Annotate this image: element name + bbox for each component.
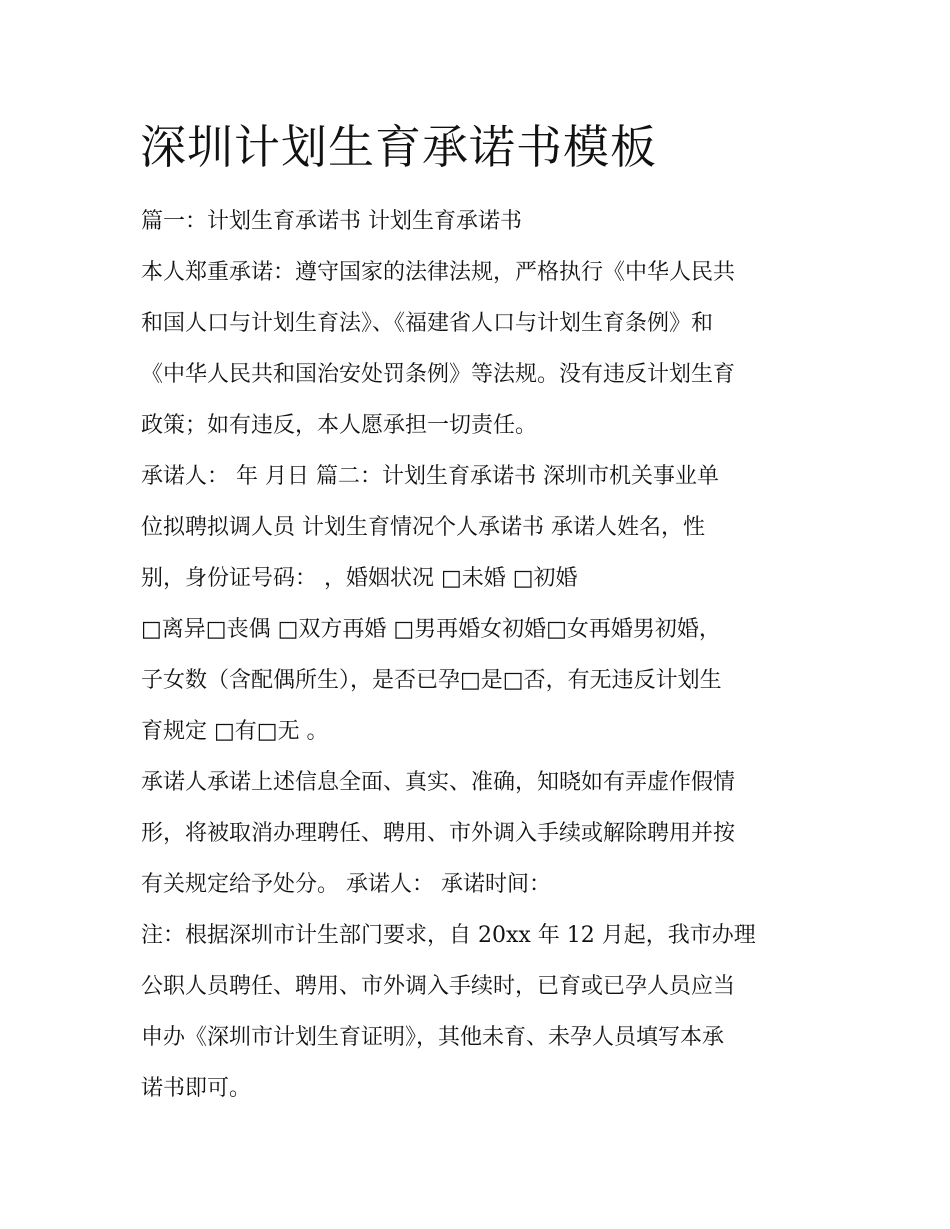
text-line: 本人郑重承诺：遵守国家的法律法规，严格执行《中华人民共 <box>141 260 736 285</box>
text-line: 别，身份证号码： ，婚姻状况 □未婚 □初婚 <box>141 566 578 591</box>
text-line: □离异□丧偶 □双方再婚 □男再婚女初婚□女再婚男初婚， <box>141 617 721 642</box>
text-line: 诺书即可。 <box>141 1076 252 1101</box>
text-line: 位拟聘拟调人员 计划生育情况个人承诺书 承诺人姓名，性 <box>141 515 705 540</box>
text-line: 篇一：计划生育承诺书 计划生育承诺书 <box>141 209 522 234</box>
text-line: 政策；如有违反，本人愿承担一切责任。 <box>141 413 538 438</box>
document-title: 深圳计划生育承诺书模板 <box>140 120 657 174</box>
text-line: 有关规定给予处分。 承诺人： 承诺时间： <box>141 872 551 897</box>
text-line: 承诺人： 年 月日 篇二：计划生育承诺书 深圳市机关事业单 <box>141 464 719 489</box>
text-line: 形，将被取消办理聘任、聘用、市外调入手续或解除聘用并按 <box>141 821 736 846</box>
text-line: 申办《深圳市计划生育证明》，其他未育、未孕人员填写本承 <box>141 1025 725 1050</box>
text-line: 子女数（含配偶所生），是否已孕□是□否，有无违反计划生 <box>141 668 722 693</box>
text-line: 《中华人民共和国治安处罚条例》等法规。没有违反计划生育 <box>141 362 736 387</box>
text-line: 承诺人承诺上述信息全面、真实、准确，知晓如有弄虚作假情 <box>141 770 736 795</box>
text-line: 和国人口与计划生育法》、《福建省人口与计划生育条例》和 <box>141 311 714 336</box>
text-line: 育规定 □有□无 。 <box>141 719 329 744</box>
text-line: 公职人员聘任、聘用、市外调入手续时，已育或已孕人员应当 <box>141 974 736 999</box>
text-line: 注：根据深圳市计生部门要求，自 20xx 年 12 月起，我市办理 <box>141 923 756 948</box>
